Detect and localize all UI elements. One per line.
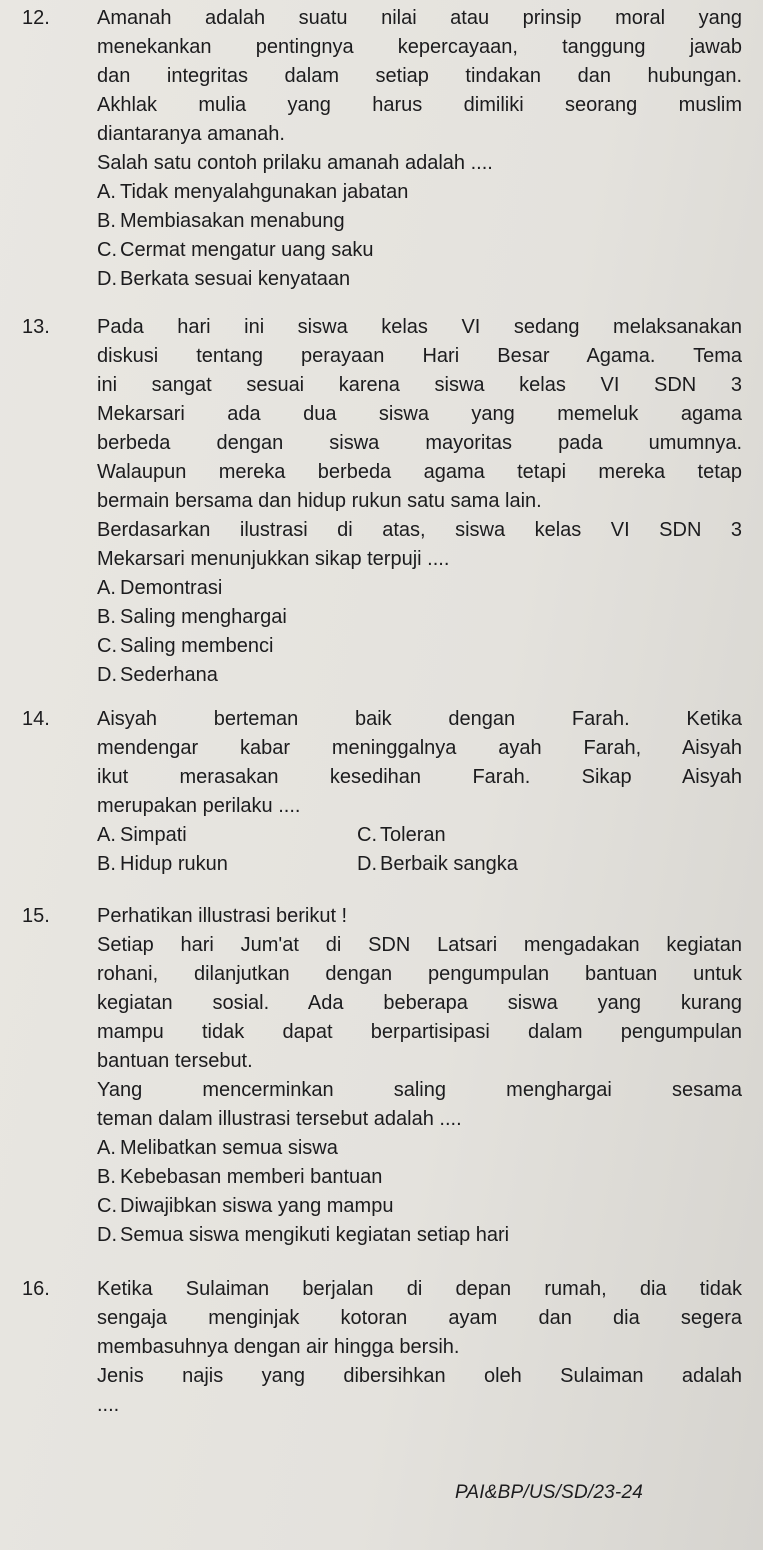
option-c[interactable]: C. Toleran	[357, 824, 446, 846]
question-number: 16.	[22, 1278, 50, 1300]
question-text: Amanah adalah suatu nilai atau prinsip moral yang menekankan pentingnya kepercayaan, tanggung jawab dan integritas dalam setiap tindakan dan hubungan. Akhlak mulia yang harus dimiliki seorang muslim diantaranya amanah. Salah satu contoh prilaku amanah adalah ....	[97, 7, 742, 174]
option-b[interactable]: B. Kebebasan memberi bantuan	[97, 1166, 383, 1188]
option-a[interactable]: A. Simpati	[97, 824, 187, 846]
answer-options	[97, 1134, 742, 1250]
option-a[interactable]: A. Tidak menyalahgunakan jabatan	[97, 181, 409, 203]
question-text: Perhatikan illustrasi berikut ! Setiap hari Jum'at di SDN Latsari mengadakan kegiatan rohani, dilanjutkan dengan pengumpulan bantuan untuk kegiatan sosial. Ada beberapa siswa yang kurang mampu tidak dapat berpartisipasi dalam pengumpulan bantuan tersebut. Yang mencerminkan saling menghargai sesama teman dalam illustrasi tersebut adalah ....	[97, 905, 742, 1130]
option-a[interactable]: A. Demontrasi	[97, 577, 223, 599]
question-text: Aisyah berteman baik dengan Farah. Ketika mendengar kabar meninggalnya ayah Farah, Aisyah ikut merasakan kesedihan Farah. Sikap Aisyah merupakan perilaku ....	[97, 708, 742, 817]
option-c[interactable]: C. Diwajibkan siswa yang mampu	[97, 1195, 394, 1217]
question-number: 14.	[22, 708, 50, 730]
question-14	[22, 705, 742, 879]
question-15	[22, 902, 742, 1250]
question-text: Pada hari ini siswa kelas VI sedang melaksanakan diskusi tentang perayaan Hari Besar Agama. Tema ini sangat sesuai karena siswa kelas VI SDN 3 Mekarsari ada dua siswa yang memeluk agama berbeda dengan siswa mayoritas pada umumnya. Walaupun mereka berbeda agama tetapi mereka tetap bermain bersama dan hidup rukun satu sama lain. Berdasarkan ilustrasi di atas, siswa kelas VI SDN 3 Mekarsari menunjukkan sikap terpuji ....	[97, 316, 742, 570]
question-number: 15.	[22, 905, 50, 927]
option-d[interactable]: D. Berbaik sangka	[357, 853, 518, 875]
question-number: 12.	[22, 7, 50, 29]
answer-options	[97, 178, 742, 294]
answer-blank: ....	[97, 1394, 120, 1416]
document-code: PAI&BP/US/SD/23-24	[454, 1482, 643, 1503]
question-text: Ketika Sulaiman berjalan di depan rumah, dia tidak sengaja menginjak kotoran ayam dan dia segera membasuhnya dengan air hingga bersih. Jenis najis yang dibersihkan oleh Sulaiman adalah	[97, 1278, 742, 1387]
option-b[interactable]: B. Saling menghargai	[97, 606, 287, 628]
option-b[interactable]: B. Membiasakan menabung	[97, 210, 345, 232]
option-d[interactable]: D. Sederhana	[97, 664, 218, 686]
question-12	[22, 4, 742, 294]
option-d[interactable]: D. Berkata sesuai kenyataan	[97, 268, 351, 290]
option-d[interactable]: D. Semua siswa mengikuti kegiatan setiap hari	[97, 1224, 510, 1246]
answer-options	[97, 821, 742, 879]
answer-options	[97, 574, 742, 690]
question-number: 13.	[22, 316, 50, 338]
option-a[interactable]: A. Melibatkan semua siswa	[97, 1137, 338, 1159]
option-c[interactable]: C. Cermat mengatur uang saku	[97, 239, 374, 261]
option-c[interactable]: C. Saling membenci	[97, 635, 274, 657]
question-16	[22, 1275, 742, 1420]
question-13	[22, 313, 742, 690]
option-b[interactable]: B. Hidup rukun	[97, 853, 228, 875]
